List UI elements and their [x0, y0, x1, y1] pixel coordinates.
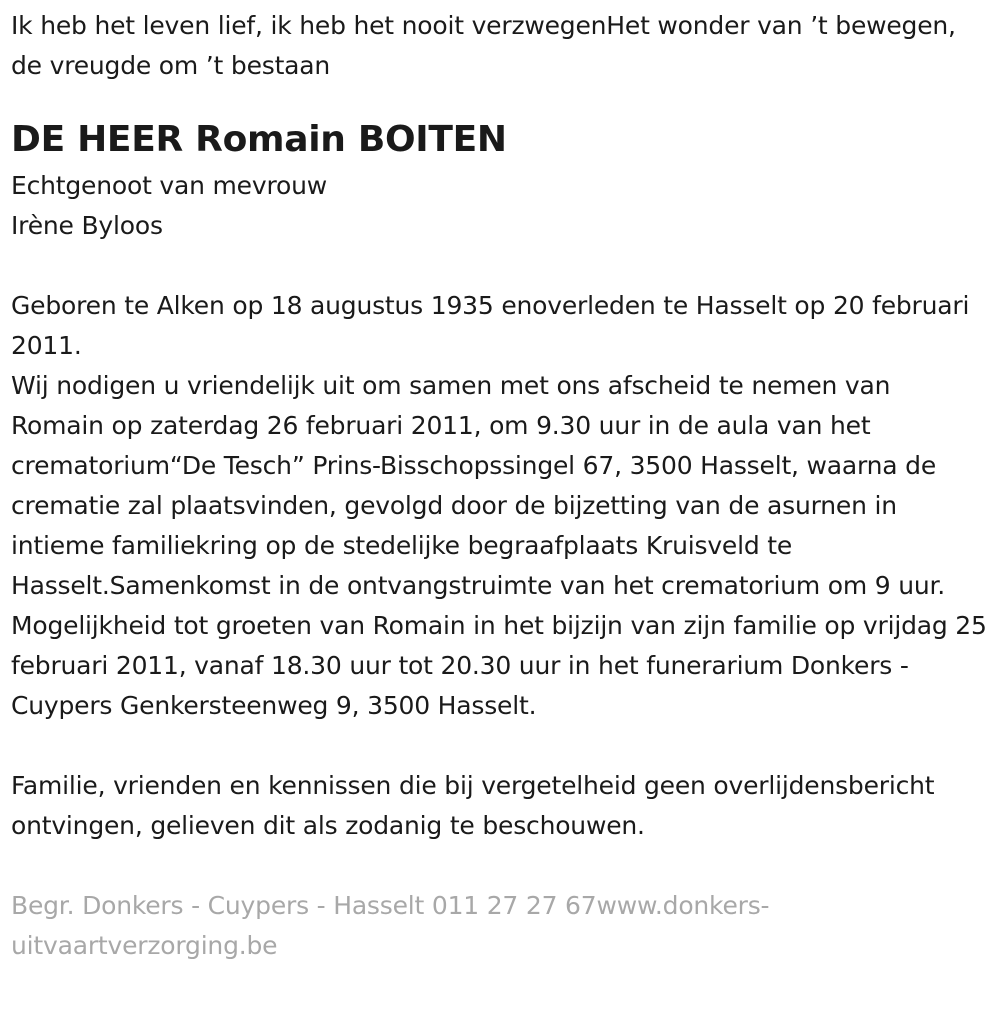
deceased-name: DE HEER Romain BOITEN — [11, 119, 507, 160]
spacer — [11, 726, 988, 766]
spouse-line-2: Irène Byloos — [11, 211, 163, 240]
funeral-home-footer: Begr. Donkers - Cuypers - Hasselt 011 27 27 67www.donkers-uitvaartverzorging.be — [11, 891, 770, 960]
spouse-line-1: Echtgenoot van mevrouw — [11, 171, 327, 200]
birth-death-text: Geboren te Alken op 18 augustus 1935 enoverleden te Hasselt op 20 februari 2011. — [11, 291, 970, 360]
motto-text: Ik heb het leven lief, ik heb het nooit verzwegenHet wonder van ’t bewegen, de vreugde om ’t bestaan — [11, 11, 956, 80]
notice-text: Familie, vrienden en kennissen die bij vergetelheid geen overlijdensbericht ontvingen, gelieven dit als zodanig te beschouwen. — [11, 771, 935, 840]
visitation-text: Mogelijkheid tot groeten van Romain in het bijzijn van zijn familie op vrijdag 25 februari 2011, vanaf 18.30 uur tot 20.30 uur in het funerarium Donkers - Cuypers Genkersteenweg 9, 3500 Hasselt. — [11, 611, 987, 720]
invitation-text: Wij nodigen u vriendelijk uit om samen met ons afscheid te nemen van Romain op zaterdag 26 februari 2011, om 9.30 uur in de aula van het crematorium“De Tesch” Prins-Bisschopssingel 67, 3500 Hasselt, waarna de crematie zal plaatsvinden, gevolgd door de bijzetting van de asurnen in intieme familiekring op de stedelijke begraafplaats Kruisveld te Hasselt.Samenkomst in de ontvangstruimte van het crematorium om 9 uur. — [11, 371, 946, 600]
spacer — [11, 246, 988, 286]
